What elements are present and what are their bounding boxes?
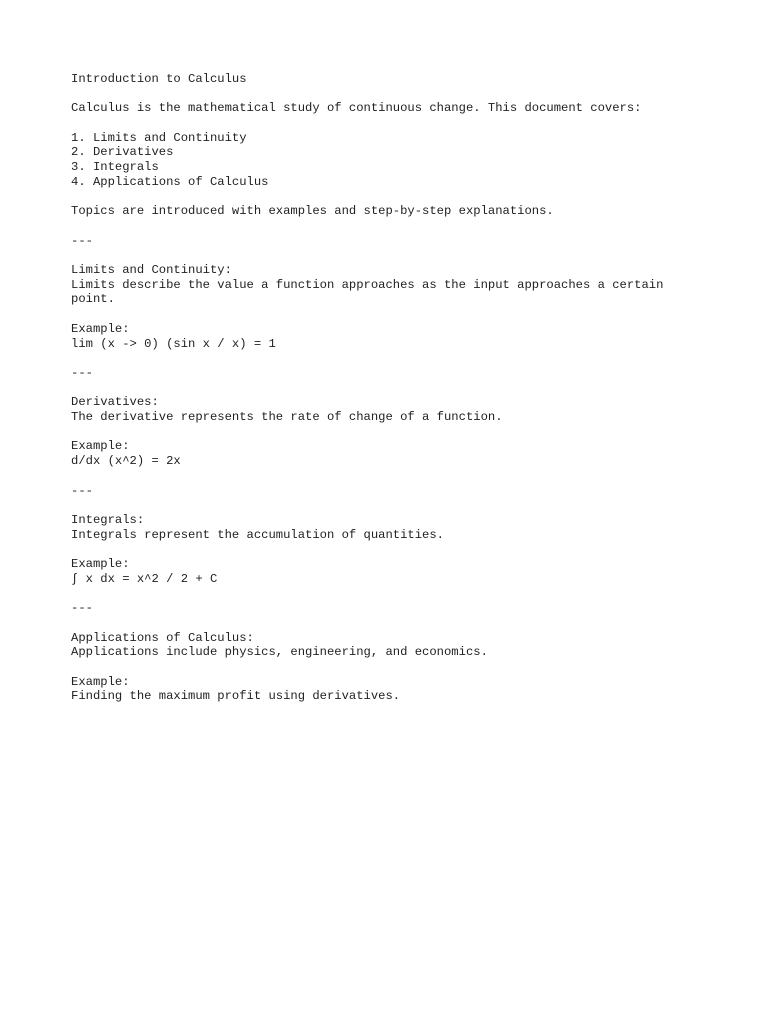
spacer xyxy=(71,116,711,131)
example-label: Example: xyxy=(71,439,130,454)
spacer xyxy=(71,351,711,366)
example-label: Example: xyxy=(71,321,130,336)
section-limits xyxy=(71,263,711,351)
topic-list-item: 3. Integrals xyxy=(71,160,159,175)
spacer xyxy=(71,542,711,557)
example-label: Example: xyxy=(71,557,130,572)
spacer xyxy=(71,586,711,601)
topic-list-item: 1. Limits and Continuity xyxy=(71,130,247,145)
topic-list-item: 2. Derivatives xyxy=(71,145,174,160)
example-label: Example: xyxy=(71,674,130,689)
example-formula: ∫ x dx = x^2 / 2 + C xyxy=(71,571,218,586)
spacer xyxy=(71,190,711,205)
spacer xyxy=(71,660,711,675)
section-heading: Applications of Calculus: xyxy=(71,630,254,645)
section-integrals xyxy=(71,513,711,587)
topic-list-item: 4. Applications of Calculus xyxy=(71,174,269,189)
spacer xyxy=(71,469,711,484)
intro-paragraph: Calculus is the mathematical study of continuous change. This document covers: xyxy=(71,101,642,116)
section-heading: Derivatives: xyxy=(71,395,159,410)
section-separator: --- xyxy=(71,233,93,248)
document-title: Introduction to Calculus xyxy=(71,72,247,86)
section-heading: Limits and Continuity: xyxy=(71,263,232,278)
spacer xyxy=(71,425,711,440)
section-applications xyxy=(71,631,711,705)
example-formula: d/dx (x^2) = 2x xyxy=(71,454,181,469)
section-heading: Integrals: xyxy=(71,512,145,527)
section-derivatives xyxy=(71,395,711,469)
section-body: Limits describe the value a function approaches as the input approaches a certain point. xyxy=(71,277,664,307)
section-separator: --- xyxy=(71,601,93,616)
spacer xyxy=(71,616,711,631)
spacer xyxy=(71,87,711,102)
section-body: Applications include physics, engineering, and economics. xyxy=(71,645,488,660)
section-body: The derivative represents the rate of change of a function. xyxy=(71,410,503,425)
spacer xyxy=(71,307,711,322)
section-body: Integrals represent the accumulation of quantities. xyxy=(71,527,444,542)
spacer xyxy=(71,381,711,396)
document-page xyxy=(71,72,711,704)
example-formula: lim (x -> 0) (sin x / x) = 1 xyxy=(71,336,276,351)
intro-note: Topics are introduced with examples and step-by-step explanations. xyxy=(71,204,554,219)
section-separator: --- xyxy=(71,483,93,498)
spacer xyxy=(71,498,711,513)
example-text: Finding the maximum profit using derivatives. xyxy=(71,689,401,704)
section-separator: --- xyxy=(71,365,93,380)
spacer xyxy=(71,219,711,234)
topic-list xyxy=(71,131,711,190)
spacer xyxy=(71,248,711,263)
